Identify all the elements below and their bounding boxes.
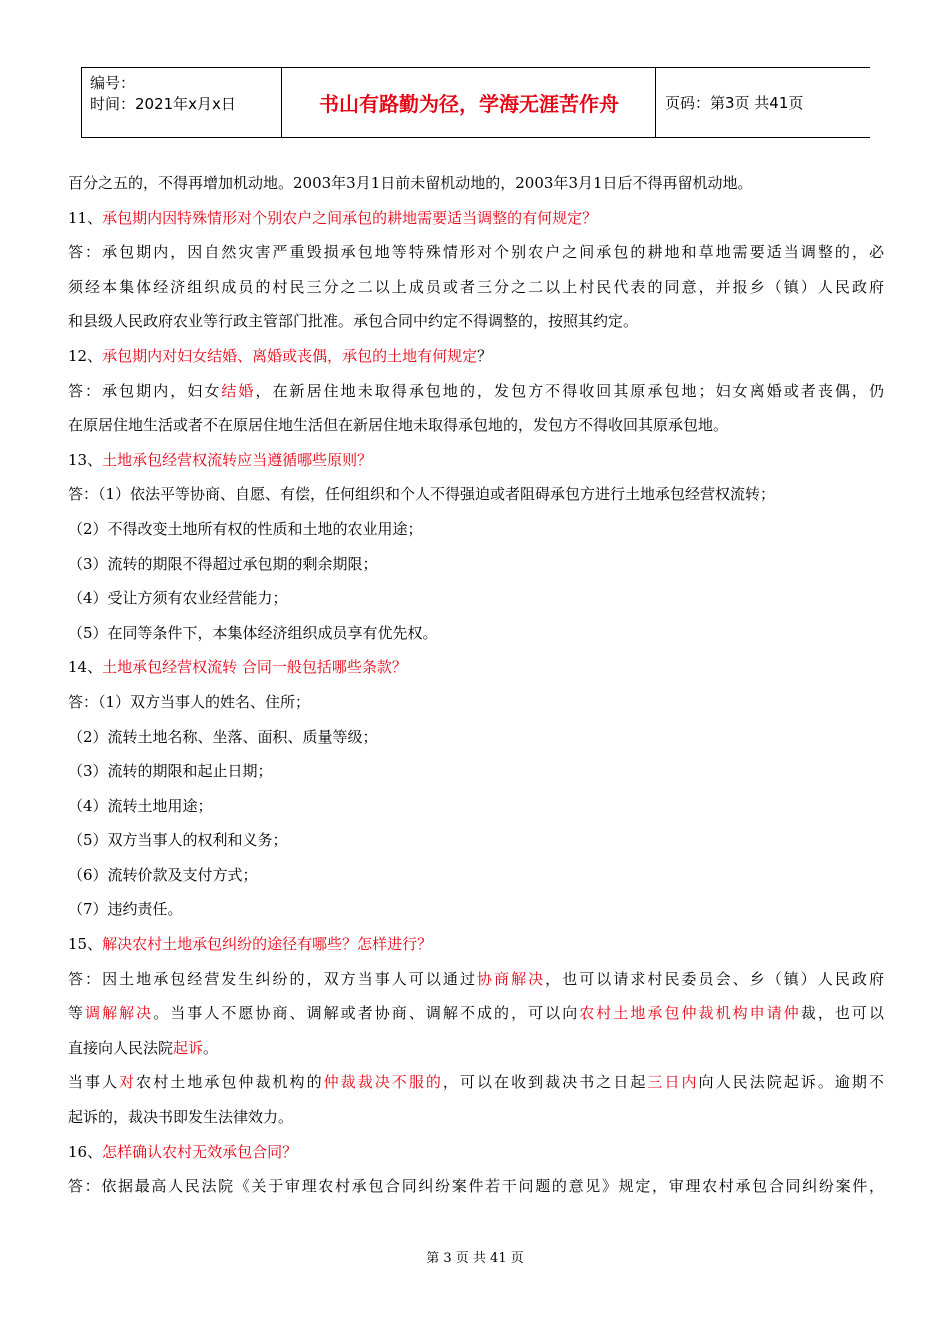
text-segment: 向人民法院起诉。逾期不 bbox=[698, 1073, 884, 1092]
header-divider bbox=[655, 68, 656, 137]
highlighted-text: 土地承包经营权流转 合同一般包括哪些条款？ bbox=[102, 658, 407, 677]
text-line bbox=[68, 1100, 884, 1135]
text-segment: 答：承包期内，因自然灾害严重毁损承包地等特殊情形对个别农户之间承包的耕地和草地需要适当调整的，必 bbox=[68, 243, 884, 262]
text-segment: 百分之五的，不得再增加机动地。2003年3月1日前未留机动地的，2003年3月1日后不得再留机动地。 bbox=[68, 174, 753, 192]
text-segment: 等 bbox=[68, 1004, 86, 1023]
text-segment: （2）流转土地名称、坐落、面积、质量等级； bbox=[68, 727, 378, 746]
text-line bbox=[68, 858, 884, 893]
highlighted-text: 起诉 bbox=[173, 1038, 204, 1057]
document-date: 时间：2021年x月x日 bbox=[90, 95, 236, 113]
text-line bbox=[68, 1031, 884, 1066]
highlighted-text: 土地承包经营权流转应当遵循哪些原则？ bbox=[102, 450, 373, 469]
document-body bbox=[68, 166, 884, 1204]
text-line bbox=[68, 996, 884, 1031]
text-segment: 15、 bbox=[68, 935, 103, 954]
text-segment: 11、 bbox=[68, 208, 103, 227]
text-line bbox=[68, 408, 884, 443]
page-footer: 第 3 页 共 41 页 bbox=[426, 1251, 524, 1266]
text-line bbox=[68, 374, 884, 409]
text-segment: 在原居住地生活或者不在原居住地生活但在新居住地未取得承包地的，发包方不得收回其原承包地。 bbox=[68, 416, 729, 435]
text-segment: 答：依据最高人民法院《关于审理农村承包合同纠纷案件若干问题的意见》规定，审理农村承包合同纠纷案件， bbox=[68, 1177, 884, 1196]
text-line bbox=[68, 650, 884, 685]
highlighted-text: 结婚 bbox=[221, 381, 256, 400]
text-segment: 答：（1）依法平等协商、自愿、有偿，任何组织和个人不得强迫或者阻碍承包方进行土地承包经营权流转； bbox=[68, 485, 776, 504]
text-segment: （3）流转的期限不得超过承包期的剩余期限； bbox=[68, 554, 378, 573]
highlighted-text: 三日内 bbox=[647, 1073, 699, 1092]
header-meta bbox=[90, 73, 236, 115]
text-line bbox=[68, 304, 884, 339]
text-line bbox=[68, 581, 884, 616]
text-line bbox=[68, 616, 884, 651]
text-line bbox=[68, 962, 884, 997]
text-line bbox=[68, 685, 884, 720]
text-line bbox=[68, 477, 884, 512]
highlighted-text: 仲裁裁决不服的 bbox=[323, 1073, 443, 1092]
text-segment: 答：承包期内，妇女 bbox=[68, 381, 222, 400]
text-segment: 直接向人民法院 bbox=[68, 1038, 174, 1057]
text-segment: （7）违约责任。 bbox=[68, 900, 183, 919]
text-line bbox=[68, 512, 884, 547]
highlighted-text: 对 bbox=[119, 1073, 137, 1092]
text-line bbox=[68, 235, 884, 270]
text-segment: 和县级人民政府农业等行政主管部门批准。承包合同中约定不得调整的，按照其约定。 bbox=[68, 312, 639, 331]
text-segment: （3）流转的期限和起止日期； bbox=[68, 762, 273, 781]
text-segment: ，可以在收到裁决书之日起 bbox=[442, 1073, 648, 1092]
header-divider bbox=[281, 68, 282, 137]
text-line bbox=[68, 823, 884, 858]
text-line bbox=[68, 547, 884, 582]
header-motto: 书山有路勤为径，学海无涯苦作舟 bbox=[319, 92, 619, 116]
text-segment: 16、 bbox=[68, 1142, 103, 1161]
text-segment: 农村土地承包仲裁机构的 bbox=[136, 1073, 324, 1092]
text-segment: 13、 bbox=[68, 450, 103, 469]
highlighted-text: 调解解决 bbox=[85, 1004, 154, 1023]
text-line bbox=[68, 720, 884, 755]
text-line bbox=[68, 927, 884, 962]
text-segment: （6）流转价款及支付方式； bbox=[68, 865, 258, 884]
text-segment: ？ bbox=[477, 346, 493, 365]
text-segment: 。当事人不愿协商、调解或者协商、调解不成的，可以向 bbox=[153, 1004, 580, 1023]
highlighted-text: 协商解决 bbox=[477, 969, 546, 988]
text-segment: 答：因土地承包经营发生纠纷的，双方当事人可以通过 bbox=[68, 969, 477, 988]
highlighted-text: 承包期内因特殊情形对个别农户之间承包的耕地需要适当调整的有何规定？ bbox=[102, 208, 598, 227]
text-segment: （5）在同等条件下，本集体经济组织成员享有优先权。 bbox=[68, 623, 438, 642]
document-number-label: 编号： bbox=[90, 74, 136, 92]
text-segment: （4）流转土地用途； bbox=[68, 796, 213, 815]
text-segment: （2）不得改变土地所有权的性质和土地的农业用途； bbox=[68, 519, 423, 538]
text-segment: （5）双方当事人的权利和义务； bbox=[68, 831, 288, 850]
text-segment: 当事人 bbox=[68, 1073, 120, 1092]
highlighted-text: 农村土地承包仲裁机构申请仲 bbox=[579, 1004, 801, 1023]
text-segment: 须经本集体经济组织成员的村民三分之二以上成员或者三分之二以上村民代表的同意，并报乡（镇）人民政府 bbox=[68, 277, 884, 296]
text-line bbox=[68, 339, 884, 374]
text-line bbox=[68, 166, 884, 201]
text-segment: ，也可以请求村民委员会、乡（镇）人民政府 bbox=[545, 969, 884, 988]
text-segment: ，在新居住地未取得承包地的，发包方不得收回其原承包地；妇女离婚或者丧偶，仍 bbox=[255, 381, 884, 400]
document-header bbox=[81, 67, 870, 138]
highlighted-text: 承包期内对妇女结婚、离婚或丧偶，承包的土地有何规定 bbox=[102, 346, 478, 365]
text-line bbox=[68, 892, 884, 927]
text-line bbox=[68, 201, 884, 236]
text-line bbox=[68, 1065, 884, 1100]
text-line bbox=[68, 1135, 884, 1170]
highlighted-text: 怎样确认农村无效承包合同？ bbox=[102, 1142, 298, 1161]
text-line bbox=[68, 443, 884, 478]
text-segment: 12、 bbox=[68, 346, 103, 365]
text-segment: 14、 bbox=[68, 658, 103, 677]
text-segment: 裁，也可以 bbox=[800, 1004, 884, 1023]
text-segment: 答：（1）双方当事人的姓名、住所； bbox=[68, 692, 311, 711]
header-divider bbox=[81, 68, 82, 137]
text-line bbox=[68, 1169, 884, 1204]
text-segment: 。 bbox=[203, 1038, 219, 1057]
text-line bbox=[68, 754, 884, 789]
header-page-info: 页码：第3页 共41页 bbox=[665, 94, 804, 112]
text-segment: （4）受让方须有农业经营能力； bbox=[68, 589, 288, 608]
text-line bbox=[68, 789, 884, 824]
highlighted-text: 解决农村土地承包纠纷的途径有哪些？怎样进行？ bbox=[102, 935, 433, 954]
text-segment: 起诉的，裁决书即发生法律效力。 bbox=[68, 1108, 294, 1127]
text-line bbox=[68, 270, 884, 305]
